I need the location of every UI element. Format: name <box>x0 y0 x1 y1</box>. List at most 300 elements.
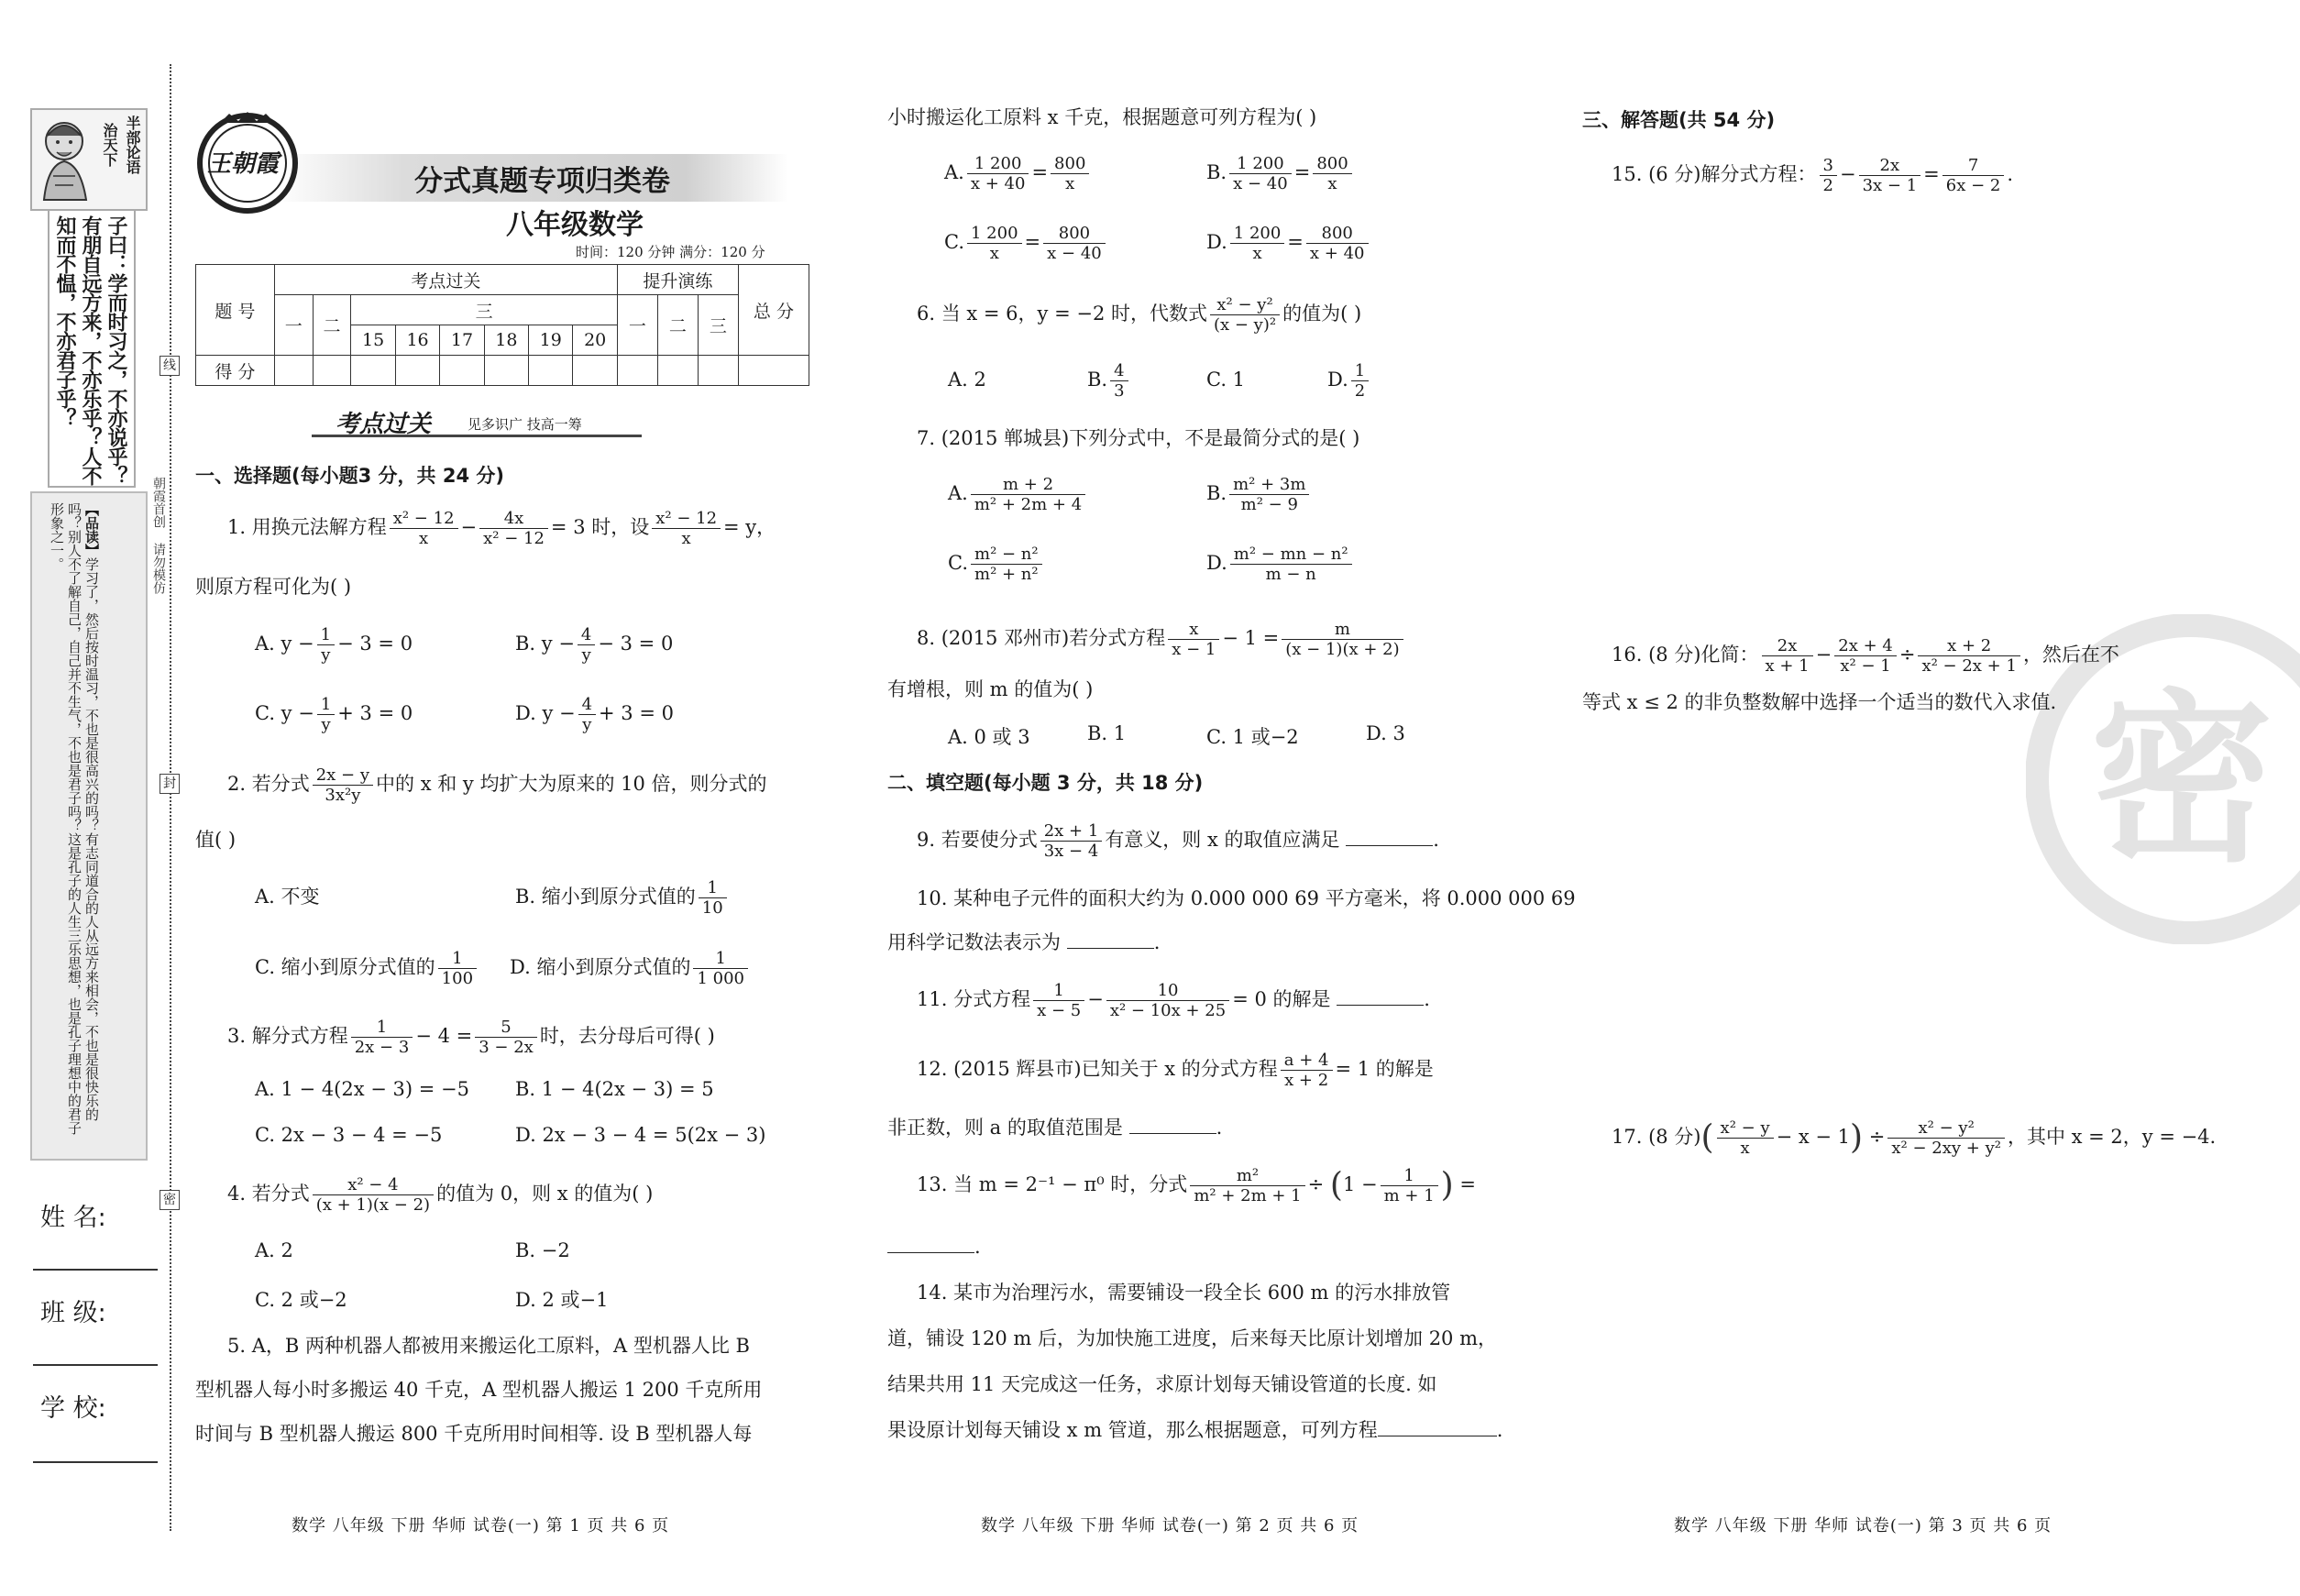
q14-line2: 道，铺设 120 m 后，为加快施工进度，后来每天比原计划增加 20 m， <box>887 1327 1498 1349</box>
num: 7 <box>1942 156 2005 176</box>
q2-text: 2. 若分式 <box>227 773 310 795</box>
score-total: 总 分 <box>738 265 809 356</box>
den: x² − 10x + 25 <box>1109 1001 1227 1020</box>
score-col-3: 三 <box>351 295 617 325</box>
fraction <box>1281 1051 1333 1090</box>
score-num: 17 <box>440 325 484 356</box>
q5-option-b[interactable] <box>1206 154 1355 193</box>
num: m² + 3m <box>1229 475 1309 495</box>
den: 3x − 4 <box>1043 842 1099 861</box>
motto-col-a: 半部论语 <box>124 116 141 174</box>
q13-stem <box>917 1166 1476 1205</box>
den: x + 40 <box>970 174 1026 193</box>
fraction <box>1043 224 1106 263</box>
opt-text: A. <box>948 482 968 504</box>
name-label: 姓 名: <box>40 1204 106 1232</box>
left-paren: ( <box>1700 1118 1714 1157</box>
time-info: 时间：120 分钟 满分：120 分 <box>576 244 765 260</box>
fraction <box>479 509 548 548</box>
num: a + 4 <box>1281 1051 1333 1071</box>
right-paren: ) <box>1850 1118 1864 1157</box>
score-cell[interactable] <box>274 356 313 386</box>
opt-text: B. <box>1206 161 1227 183</box>
fraction <box>1229 154 1292 193</box>
score-lift-2: 二 <box>657 295 698 356</box>
den: 10 <box>701 898 723 918</box>
den: 2x − 3 <box>354 1038 410 1057</box>
cut-mark-2: 封 <box>160 774 180 794</box>
fraction <box>1168 620 1219 659</box>
q4-option-a[interactable]: A. 2 <box>255 1239 293 1261</box>
den: x <box>1065 174 1075 193</box>
answer-blank[interactable] <box>887 1235 974 1253</box>
opt-text: D. <box>1206 552 1227 574</box>
num: 3 <box>1820 156 1837 176</box>
opt-text: D. y − <box>515 702 576 724</box>
num: 1 <box>699 878 727 898</box>
q5-line3: 时间与 B 型机器人搬运 800 千克所用时间相等. 设 B 型机器人每 <box>195 1423 753 1445</box>
den: y <box>581 645 591 665</box>
opt-text: C. y − <box>255 702 314 724</box>
den: x <box>989 244 999 263</box>
q1-line2: 则原方程可化为( ) <box>195 576 352 598</box>
opt-text: D. <box>1327 369 1348 391</box>
num: m + 2 <box>971 475 1085 495</box>
num: 1 <box>693 949 748 969</box>
q11-stem <box>917 981 1430 1020</box>
fraction <box>1351 361 1369 401</box>
q10-text: 用科学记数法表示为 <box>887 931 1061 953</box>
num: x <box>1168 620 1219 640</box>
fraction <box>1942 156 2005 195</box>
q1-option-b[interactable] <box>515 625 673 665</box>
num: x² − 12 <box>390 509 458 529</box>
q8-option-c[interactable]: C. 1 或−2 <box>1206 726 1299 748</box>
fraction <box>578 695 596 734</box>
den: x − 1 <box>1172 640 1216 659</box>
score-lift-3: 三 <box>698 295 738 356</box>
num: 10 <box>1106 981 1229 1001</box>
q1-option-d[interactable] <box>515 695 674 734</box>
cut-mark-3: 密 <box>160 1190 180 1210</box>
den: x² − 2x + 1 <box>1921 656 2017 676</box>
den: x <box>681 529 691 548</box>
q1-text: = y， <box>723 516 776 538</box>
fraction <box>1190 1166 1304 1205</box>
num: 2x + 1 <box>1040 821 1103 842</box>
school-field[interactable] <box>33 1461 158 1463</box>
q4-text: 4. 若分式 <box>227 1183 310 1205</box>
q5-line4: 小时搬运化工原料 x 千克，根据题意可列方程为( ) <box>887 106 1317 128</box>
num: 1 200 <box>967 154 1029 174</box>
fraction <box>317 695 335 734</box>
opt-text: C. <box>948 552 968 574</box>
den: m² − 9 <box>1240 495 1298 514</box>
den: x² − 2xy + y² <box>1891 1139 2001 1158</box>
den: (x − y)² <box>1213 315 1277 335</box>
q6-option-c[interactable]: C. 1 <box>1206 369 1246 391</box>
page-footer-3: 数学 八年级 下册 华师 试卷(一) 第 3 页 共 6 页 <box>1674 1516 2052 1535</box>
num: 1 200 <box>1229 154 1292 174</box>
den: 2 <box>1354 381 1366 401</box>
school-label: 学 校: <box>40 1394 106 1423</box>
q12-text: = 1 的解是 <box>1335 1058 1434 1080</box>
q16-text: ，然后在不 <box>2022 644 2119 666</box>
q7-stem: 7. (2015 郸城县)下列分式中，不是最简分式的是( ) <box>917 427 1360 449</box>
score-num: 20 <box>573 325 617 356</box>
score-col-2: 二 <box>313 295 351 356</box>
num: 4 <box>578 625 595 645</box>
q1-text: = 3 时，设 <box>550 516 650 538</box>
den: x + 1 <box>1765 656 1810 676</box>
num: 1 <box>1033 981 1084 1001</box>
fraction <box>967 154 1029 193</box>
fraction <box>967 224 1022 263</box>
answer-blank[interactable] <box>1378 1418 1497 1436</box>
fraction <box>1762 636 1813 676</box>
den: x − 5 <box>1037 1001 1082 1020</box>
num: x² − 4 <box>313 1175 434 1195</box>
fraction <box>971 475 1085 514</box>
q9-stem <box>917 821 1439 861</box>
fraction <box>1033 981 1084 1020</box>
score-cell[interactable] <box>313 356 351 386</box>
page-footer-1: 数学 八年级 下册 华师 试卷(一) 第 1 页 共 6 页 <box>292 1516 670 1535</box>
fraction <box>1381 1166 1438 1205</box>
num: x² − y <box>1717 1118 1774 1139</box>
fraction <box>699 878 727 918</box>
den: 100 <box>441 969 474 988</box>
q1-stem <box>227 509 776 548</box>
den: (x − 1)(x + 2) <box>1285 640 1400 659</box>
q8-option-d[interactable]: D. 3 <box>1366 722 1405 744</box>
opt-text: C. 缩小到原分式值的 <box>255 956 435 978</box>
confucius-icon <box>35 112 95 204</box>
cut-line <box>170 64 171 1531</box>
opt-text: B. 缩小到原分式值的 <box>515 886 696 908</box>
section-fill: 二、填空题(每小题 3 分，共 18 分) <box>887 772 1204 794</box>
q2-option-a[interactable]: A. 不变 <box>255 886 320 908</box>
score-cell[interactable] <box>738 356 809 386</box>
q1-text: 1. 用换元法解方程 <box>227 516 387 538</box>
num: x² − 12 <box>652 509 721 529</box>
den: 1 000 <box>697 969 744 988</box>
den: 3 − 2x <box>479 1038 534 1057</box>
q1-option-a[interactable] <box>255 625 413 665</box>
den: x − 40 <box>1233 174 1288 193</box>
score-group-kaodian: 考点过关 <box>274 265 617 295</box>
q8-text: − 1 = <box>1222 627 1280 649</box>
opt-text: + 3 = 0 <box>337 702 413 724</box>
q2-line2: 值( ) <box>195 829 237 851</box>
score-cell[interactable] <box>698 356 738 386</box>
num: 1 <box>1381 1166 1438 1186</box>
q6-option-b[interactable] <box>1087 361 1131 401</box>
op: = <box>1459 1173 1476 1195</box>
fraction <box>1306 224 1369 263</box>
q7-option-a[interactable] <box>948 475 1088 514</box>
q10-line2 <box>887 928 1160 957</box>
op: ÷ <box>1868 1126 1886 1148</box>
q2-text: 中的 x 和 y 均扩大为原来的 10 倍，则分式的 <box>376 773 767 795</box>
q16-stem <box>1612 636 2119 676</box>
score-cell[interactable] <box>484 356 528 386</box>
den: x − 40 <box>1047 244 1102 263</box>
op: = <box>1923 163 1940 185</box>
score-cell[interactable] <box>529 356 573 386</box>
den: y <box>321 645 331 665</box>
score-col-1: 一 <box>274 295 313 356</box>
num: x + 2 <box>1918 636 2019 656</box>
num: 1 <box>317 625 335 645</box>
fraction <box>390 509 458 548</box>
num: 4 <box>578 695 596 715</box>
num: x² − y² <box>1210 295 1280 315</box>
num: 1 200 <box>1230 224 1285 244</box>
den: m² + 2m + 1 <box>1194 1186 1302 1205</box>
q4-stem <box>227 1175 653 1215</box>
q17-answer-area[interactable] <box>1582 1183 2261 1485</box>
fraction <box>971 545 1042 584</box>
q3-option-d[interactable]: D. 2x − 3 − 4 = 5(2x − 3) <box>515 1124 766 1146</box>
q2-option-d[interactable] <box>510 949 751 988</box>
fraction <box>317 625 335 665</box>
q6-option-d[interactable] <box>1327 361 1371 401</box>
answer-blank[interactable] <box>1337 987 1424 1006</box>
q14-line3: 结果共用 11 天完成这一任务，求原计划每天铺设管道的长度. 如 <box>887 1373 1437 1395</box>
q7-option-b[interactable] <box>1206 475 1312 514</box>
q13-line2 <box>887 1232 981 1261</box>
q3-option-b[interactable]: B. 1 − 4(2x − 3) = 5 <box>515 1078 714 1100</box>
answer-blank[interactable] <box>1129 1116 1216 1134</box>
right-paren: ) <box>1440 1166 1454 1205</box>
q9-text: . <box>1433 829 1439 851</box>
motto-col-b: 治天下 <box>101 123 118 167</box>
fraction <box>1918 636 2019 676</box>
kaodian-title: 考点过关 <box>336 411 432 438</box>
q8-option-a[interactable]: A. 0 或 3 <box>948 726 1030 748</box>
opt-text: B. y − <box>515 633 575 655</box>
score-num: 18 <box>484 325 528 356</box>
fraction <box>313 1175 434 1215</box>
q12-text: 12. (2015 辉县市)已知关于 x 的分式方程 <box>917 1058 1278 1080</box>
answer-blank[interactable] <box>1346 828 1433 846</box>
fraction <box>313 765 373 805</box>
brand-logo-text: 王朝霞 <box>207 150 280 178</box>
op: − <box>1815 644 1832 666</box>
fraction <box>1887 1118 2005 1158</box>
den: x <box>1740 1139 1750 1158</box>
fraction <box>578 625 595 665</box>
q12-line2 <box>887 1113 1222 1142</box>
q14-line4 <box>887 1415 1502 1445</box>
class-label: 班 级: <box>40 1299 106 1327</box>
q3-text: 时，去分母后可得( ) <box>539 1025 715 1047</box>
opt-text: D. <box>1206 231 1227 253</box>
score-group-tisheng: 提升演练 <box>617 265 738 295</box>
q16-answer-area[interactable] <box>1582 724 2261 1091</box>
fraction <box>1717 1118 1774 1158</box>
opt-text: − 3 = 0 <box>598 633 674 655</box>
q14-text: . <box>1496 1419 1503 1441</box>
score-row2-label: 得 分 <box>196 356 275 386</box>
num: m² − mn − n² <box>1230 545 1352 565</box>
den: x² − 1 <box>1840 656 1891 676</box>
q4-option-b[interactable]: B. −2 <box>515 1239 570 1261</box>
watermark-char: 密 <box>2090 674 2274 887</box>
num: 5 <box>475 1018 537 1038</box>
banner-title: 分式真题专项归类卷 <box>414 165 670 198</box>
q17-text: − x − 1 <box>1776 1126 1851 1148</box>
q17-stem <box>1612 1118 2216 1158</box>
den: m² + n² <box>974 565 1039 584</box>
score-lift-1: 一 <box>617 295 657 356</box>
confucius-quote: 子曰：学而时习之，不亦说乎？有朋自远方来，不亦乐乎？人不知而不愠，不亦君子乎？ <box>53 215 128 485</box>
den: m − n <box>1265 565 1316 584</box>
num: 1 <box>1351 361 1369 381</box>
score-cell[interactable] <box>440 356 484 386</box>
op: − <box>1087 988 1104 1010</box>
op: − <box>460 516 478 538</box>
section-solve: 三、解答题(共 54 分) <box>1582 109 1776 131</box>
left-paren: ( <box>1329 1166 1343 1205</box>
fraction <box>1230 545 1352 584</box>
page-subtitle: 八年级数学 <box>506 209 644 241</box>
q12-text: . <box>1216 1117 1223 1139</box>
score-row-label-cell: 题 号 <box>196 265 275 356</box>
den: m² + 2m + 4 <box>974 495 1083 514</box>
fraction <box>693 949 748 988</box>
opt-text: A. y − <box>255 633 314 655</box>
fraction <box>1313 154 1351 193</box>
q3-stem <box>227 1018 715 1057</box>
den: (x + 1)(x − 2) <box>315 1195 431 1215</box>
kaodian-banner <box>312 411 642 438</box>
fraction <box>1106 981 1229 1020</box>
opt-text: − 3 = 0 <box>337 633 413 655</box>
q9-text: 有意义，则 x 的取值应满足 <box>1105 829 1340 851</box>
score-cell[interactable] <box>657 356 698 386</box>
den: x <box>1327 174 1337 193</box>
op: = <box>1293 161 1311 183</box>
op: = <box>1031 161 1049 183</box>
section-choice: 一、选择题(每小题3 分，共 24 分) <box>195 465 504 487</box>
q8-line2: 有增根，则 m 的值为( ) <box>887 678 1094 700</box>
num: 2x − y <box>313 765 373 786</box>
num: 1 <box>438 949 477 969</box>
num: m <box>1282 620 1403 640</box>
q6-option-a[interactable]: A. 2 <box>948 369 986 391</box>
q5-option-c[interactable] <box>944 224 1108 263</box>
q6-stem <box>917 295 1361 335</box>
answer-blank[interactable] <box>1067 930 1154 949</box>
den: x <box>419 529 429 548</box>
q3-text: 3. 解分式方程 <box>227 1025 348 1047</box>
q7-option-d[interactable] <box>1206 545 1355 584</box>
q11-text: 11. 分式方程 <box>917 988 1031 1010</box>
q10-line1: 10. 某种电子元件的面积大约为 0.000 000 69 平方毫米，将 0.000 000 69 <box>917 887 1576 909</box>
q17-text: 17. (8 分) <box>1612 1126 1701 1148</box>
score-cell[interactable] <box>573 356 617 386</box>
op: = <box>1287 231 1304 253</box>
q12-text: 非正数，则 a 的取值范围是 <box>887 1117 1123 1139</box>
reading-text <box>48 502 100 1144</box>
fraction <box>1859 156 1921 195</box>
q3-option-c[interactable]: C. 2x − 3 − 4 = −5 <box>255 1124 443 1146</box>
q8-text: 8. (2015 邓州市)若分式方程 <box>917 627 1166 649</box>
den: x <box>1252 244 1262 263</box>
q6-text: 6. 当 x = 6，y = −2 时，代数式 <box>917 303 1207 325</box>
opt-text: + 3 = 0 <box>599 702 674 724</box>
cut-mark-1: 线 <box>160 356 180 376</box>
q4-option-d[interactable]: D. 2 或−1 <box>515 1289 609 1311</box>
q7-option-c[interactable] <box>948 545 1045 584</box>
num: m² − n² <box>971 545 1042 565</box>
q15-answer-area[interactable] <box>1582 211 2261 596</box>
q4-text: 的值为 0，则 x 的值为( ) <box>436 1183 654 1205</box>
q5-option-a[interactable] <box>944 154 1092 193</box>
den: x + 40 <box>1309 244 1365 263</box>
fraction <box>438 949 477 988</box>
q5-option-d[interactable] <box>1206 224 1371 263</box>
opt-text: B. <box>1087 369 1108 391</box>
num: 2x <box>1859 156 1921 176</box>
q9-text: 9. 若要使分式 <box>917 829 1038 851</box>
reading-label: 【品读】 <box>83 502 100 557</box>
den: m + 1 <box>1383 1186 1435 1205</box>
fraction <box>351 1018 413 1057</box>
num: 2x <box>1762 636 1813 656</box>
class-field[interactable] <box>33 1364 158 1366</box>
fraction <box>1282 620 1403 659</box>
q17-text: ，其中 x = 2，y = −4. <box>2007 1126 2217 1148</box>
score-cell[interactable] <box>617 356 657 386</box>
q14-line1: 14. 某市为治理污水，需要铺设一段全长 600 m 的污水排放管 <box>917 1282 1451 1304</box>
op: = <box>1024 231 1041 253</box>
q13-text: . <box>974 1236 981 1258</box>
fraction <box>1834 636 1897 676</box>
q4-option-c[interactable]: C. 2 或−2 <box>255 1289 347 1311</box>
q2-option-b[interactable] <box>515 878 730 918</box>
score-num: 19 <box>529 325 573 356</box>
q14-text: 果设原计划每天铺设 x m 管道，那么根据题意，可列方程 <box>887 1419 1378 1441</box>
q1-option-c[interactable] <box>255 695 413 734</box>
score-grid <box>195 264 809 386</box>
copyright-note: 朝霞首创 请勿模仿 <box>151 477 166 594</box>
den: 6x − 2 <box>1945 176 2001 195</box>
den: y <box>582 715 592 734</box>
score-cell[interactable] <box>351 356 395 386</box>
num: 2x + 4 <box>1834 636 1897 656</box>
den: x² − 12 <box>483 529 545 548</box>
den: 3 <box>1114 381 1125 401</box>
q3-option-a[interactable]: A. 1 − 4(2x − 3) = −5 <box>255 1078 469 1100</box>
score-num: 16 <box>395 325 439 356</box>
fraction <box>475 1018 537 1057</box>
q2-option-c[interactable] <box>255 949 479 988</box>
q8-option-b[interactable]: B. 1 <box>1087 722 1127 744</box>
opt-text: B. <box>1206 482 1227 504</box>
q13-text: 1 − <box>1342 1173 1378 1195</box>
num: 800 <box>1043 224 1106 244</box>
opt-text: D. 缩小到原分式值的 <box>510 956 691 978</box>
reading-body: 学习了，然后按时温习，不也是很高兴的吗？有志同道合的人从远方来相会，不也是很快乐的吗？别人不了解自己，自己并不生气，不也是君子吗？这是孔子的人生三乐思想，也是孔子理想中的君子形象之一。 <box>49 502 100 1135</box>
name-field[interactable] <box>33 1269 158 1271</box>
score-cell[interactable] <box>395 356 439 386</box>
q11-text: = 0 的解是 <box>1232 988 1331 1010</box>
den: 2 <box>1822 176 1833 195</box>
num: 800 <box>1313 154 1351 174</box>
